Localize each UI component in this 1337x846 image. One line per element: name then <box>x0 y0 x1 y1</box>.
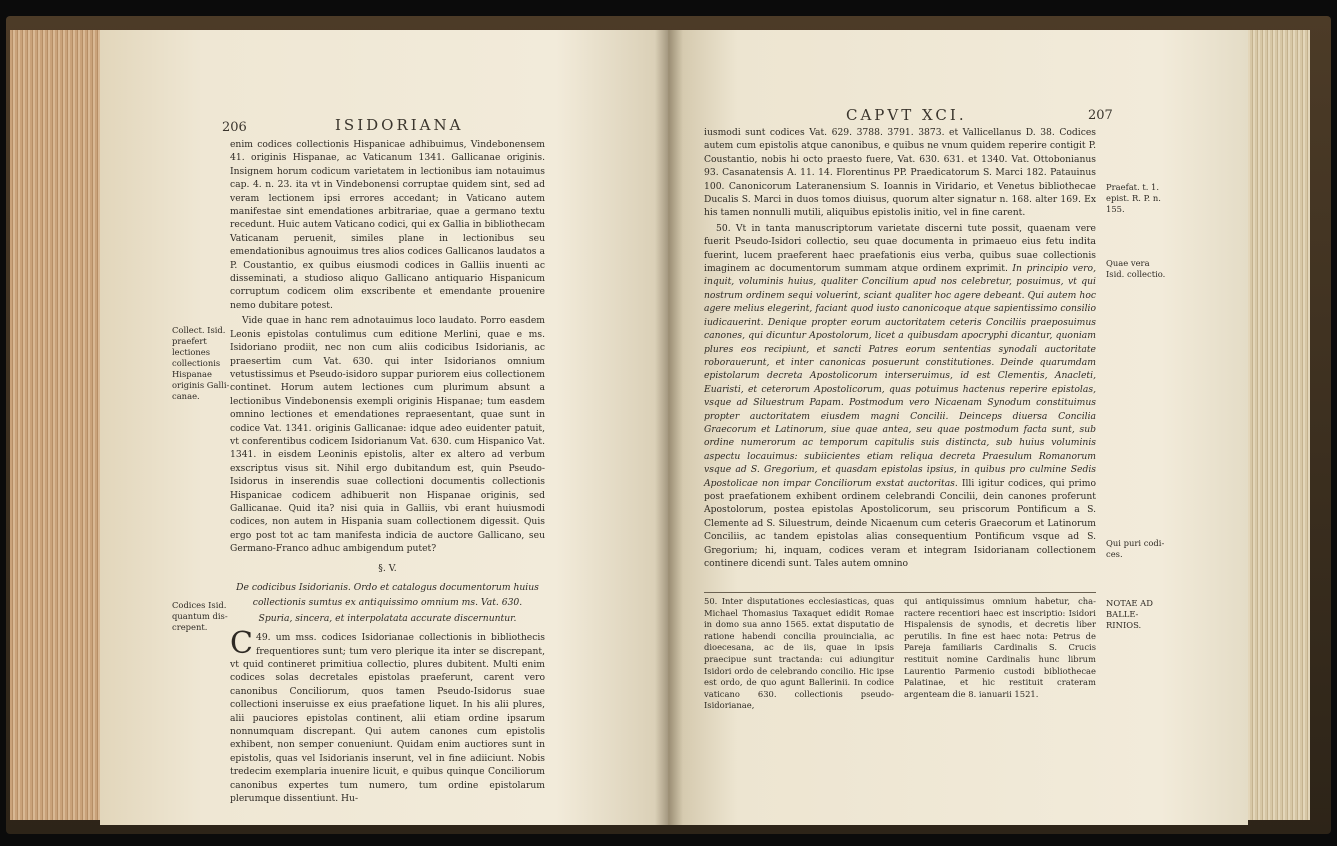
right-paragraph-2-quote: In principio vero, inquit, voluminis huius, qualiter Concilium apud nos celebretur, posuimus, vt qui nostrum ordinem sequi voluerint, sciant qualiter hoc agere debeant. Qui autem hoc agere melius elegerint, faciant quod iusto canonicoque atque sapientissimo consilio iudicauerint. Denique propter eorum auctoritatem ceteris Conciliis praeposuimus canones, qui dicuntur Apostolorum, licet a quibusdam apocryphi dicantur, quoniam plures eos recipiunt, et sancti Patres eorum sententias synodali auctoritate roborauerunt, et inter canonicas posuerunt constitutiones. Deinde quarumdam epistolarum decreta Apostolicorum interseruimus, id est Clementis, Anacleti, Euaristi, et ceterorum Apostolicorum, quas potuimus hactenus reperire epistolas, vsque ad Siluestrum Papam. Postmodum vero Nicaenam Synodum constituimus propter auctoritatem eiusdem magni Concilii. Deinceps diuersa Concilia Graecorum et Latinorum, siue quae antea, seu quae postmodum facta sunt, sub ordine numerorum ac temporum capitulis suis distincta, sub huius voluminis aspectu locauimus: subiicientes etiam reliqua decreta Praesulum Romanorum vsque ad S. Gregorium, et quasdam epistolas ipsius, in quibus pro culmine Sedis Apostolicae non impar Conciliorum exstat auctoritas. <box>704 263 1096 489</box>
left-paragraph-2: Vide quae in hanc rem adnotauimus loco laudato. Porro easdem Leonis epistolas contulimus cum editione Merlini, quae e ms. Isidoriano prodiit, nec non cum aliis codicibus Isidorianis, ac praesertim cum Vat. 630. qui inter Isidorianos omnium vetustissimus et Pseudo-isidoro suppar puriorem eius collectionem continet. Horum autem lectiones cum plurimum absunt a lectionibus Vindebonensis exempli originis Hispanae; tum easdem omnino lectiones et emendationes repraesentant, quae sunt in codice Vat. 1341. originis Gallicanae: idque adeo euidenter patuit, vt conferentibus codicem Isidorianum Vat. 630. cum Hispanico Vat. 1341. in eisdem Leoninis epistolis, alter ex altero ad verbum exscriptus visus sit. Nihil ergo dubitandum est, quin Pseudo-Isidorus in inserendis suae collectioni documentis collectionis Hispanicae codicem adhibuerit non Hispanae originis, sed Gallicanae. Quid ita? nisi quia in Galliis, vbi erant huiusmodi codices, non autem in Hispania suam collectionem digessit. Quis ergo post tot ac tam manifesta indicia de auctore Gallicano, seu Germano-Franco adhuc ambigendum putet? <box>230 315 545 555</box>
right-page-edges <box>1240 30 1310 820</box>
right-paragraph-2-tail: Illi igitur codices, qui primo post praefationem exhibent ordinem celebrandi Concilii, dein canones proferunt Apostolorum, postea epistolas Apostolicorum, seu priscorum Pontificum a S. Clemente ad S. Siluestrum, deinde Nicaenum cum ceteris Graecorum et Latinorum Conciliis, ac tandem epistolas alias consequentium Pontificum vsque ad S. Gregorium; hi, inquam, codices veram et integram Isidorianam collectionem continere dicendi sunt. Tales autem omnino <box>704 477 1096 569</box>
left-paragraph-3-text: um mss. codices Isidorianae collectionis in bibliothecis frequentiores sunt; tum vero plerique ita inter se discrepant, vt quid contineret primitiua collectio, plures dubitent. Multi enim codices solas decretales epistolas praeferunt, carent vero canonibus Conciliorum, quos tamen Pseudo-Isidorus suae collectioni inseruisse ex eius praefatione liquet. In his alii plures, alii pauciores epistolas continent, alii etiam ordine ipsarum nonnumquam discrepant. Qui autem canones cum epistolis exhibent, non semper conueniunt. Quidam enim auctiores sunt in epistolis, quas vel Isidorianis inserunt, vel in fine adiiciunt. Nobis tredecim exemplaria inuenire licuit, e quibus quinque Conciliorum canonibus expertes tum numero, tum ordine epistolarum plerumque dissentiunt. Hu- <box>230 632 546 805</box>
section-heading-3: Spuria, sincera, et interpolatata accurate discernuntur. <box>258 612 517 624</box>
right-page-number: 207 <box>1088 108 1113 123</box>
right-margin-note-1: Praefat. t. 1. epist. R. P. n. 155. <box>1106 182 1161 214</box>
left-margin-note-2: Codices Isid. quantum discrepent. <box>172 600 228 632</box>
right-body <box>704 126 1096 572</box>
left-paragraph-3 <box>230 626 546 805</box>
left-page-edges <box>10 30 102 820</box>
section-mark: §. V. <box>378 562 397 574</box>
right-margin-note-4: NOTAE AD BALLERINIOS. <box>1106 598 1153 630</box>
left-page-number: 206 <box>222 120 247 135</box>
left-body-top <box>230 138 545 808</box>
paragraph-number: 49. <box>255 632 271 644</box>
footnote-column-2: qui antiquissimus omnium habetur, charactere recentiori haec est inscriptio: Isidori Hispalensis de synodis, et decretis liber perutilis. In fine est haec nota: Petrus de Pareja familiaris Cardinalis S. Crucis restituit nomine Cardinalis hunc librum Laurentio Parmenio custodi bibliothecae Palatinae, et hic restituit crateram argenteam die 8. ianuarii 1521. <box>904 596 1096 699</box>
left-page <box>100 30 670 825</box>
right-page <box>668 30 1248 825</box>
footnote-rule <box>704 592 1096 593</box>
right-margin-note-2: Quae vera Isid. collectio. <box>1106 258 1166 279</box>
book-gutter <box>655 30 683 825</box>
left-margin-note-1: Collect. Isid. praefert lectiones collectionis Hispanae originis Gallicanae. <box>172 325 230 401</box>
left-running-head: ISIDORIANA <box>335 116 464 134</box>
footnote-column-1: 50. Inter disputationes ecclesiasticas, quas Michael Thomasius Taxaquet edidit Romae in domo sua anno 1565. extat disputatio de ratione habendi concilia prouincialia, ac dioecesana, ac de iis, quae in ipsis praecipue sunt tractanda: cui adiungitur Isidori ordo de celebrando concilio. Hic ipse est ordo, de quo agunt Ballerinii. In codice vaticano 630. collectionis pseudo-Isidorianae, <box>704 596 894 711</box>
right-paragraph-2 <box>704 222 1096 571</box>
section-heading-2: collectionis sumtus ex antiquissimo omnium ms. Vat. 630. <box>252 597 523 609</box>
right-paragraph-1: iusmodi sunt codices Vat. 629. 3788. 3791. 3873. et Vallicellanus D. 38. Codices autem cum epistolis atque canonibus, e quibus ne vnum quidem reperire contigit P. Coustantio, nobis hi octo praesto fuere, Vat. 630. 631. et 1340. Vat. Ottobonianus 93. Casanatensis A. 11. 14. Florentinus PP. Praedicatorum S. Marci 182. Patauinus 100. Canonicorum Lateranensium S. Ioannis in Viridario, et Venetus bibliothecae Ducalis S. Marci in duos tomos diuisus, quorum alter signatur n. 168. alter 169. Ex his tamen nonnulli mutili, aliquibus epistolis initio, vel in fine carent. <box>704 127 1096 219</box>
right-paragraph-2-lead: 50. Vt in tanta manuscriptorum varietate discerni tute possit, quaenam vere fuerit Pseudo-Isidori collectio, seu quae documenta in primaeuo eius fetu indita fuerint, lucem praeferent haec praefationis eius verba, quibus suae collectionis imaginem ac documentorum summam atque ordinem exprimit. <box>704 222 1096 275</box>
right-running-head: CAPVT XCI. <box>846 106 967 124</box>
left-paragraph-1: enim codices collectionis Hispanicae adhibuimus, Vindebonensem 41. originis Hispanae, ac Vaticanum 1341. Gallicanae originis. Insignem horum codicum varietatem in lectionibus iam notauimus cap. 4. n. 23. ita vt in Vindebonensi corruptae quidem sint, sed ad veram lectionem ipsi errores accedant; in Vaticano autem manifestae sint emendationes arbitrariae, quae a germano textu recedunt. Huic autem Vaticano codici, qui ex Gallia in bibliothecam Vaticanam peruenit, similes plane in lectionibus seu emendationibus agnouimus tres alios codices Gallicanos laudatos a P. Coustantio, ex quibus eiusmodi codices in Galliis inuenti ac disseminati, a studioso aliquo Gallicano antiquario Hispanicum corruptum codicem olim exscribente et emendante prouenire nemo dubitare potest. <box>230 139 545 311</box>
section-heading-1: De codicibus Isidorianis. Ordo et catalogus documentorum huius <box>236 582 539 593</box>
right-margin-note-3: Qui puri codices. <box>1106 538 1165 559</box>
drop-initial: C <box>230 626 253 662</box>
